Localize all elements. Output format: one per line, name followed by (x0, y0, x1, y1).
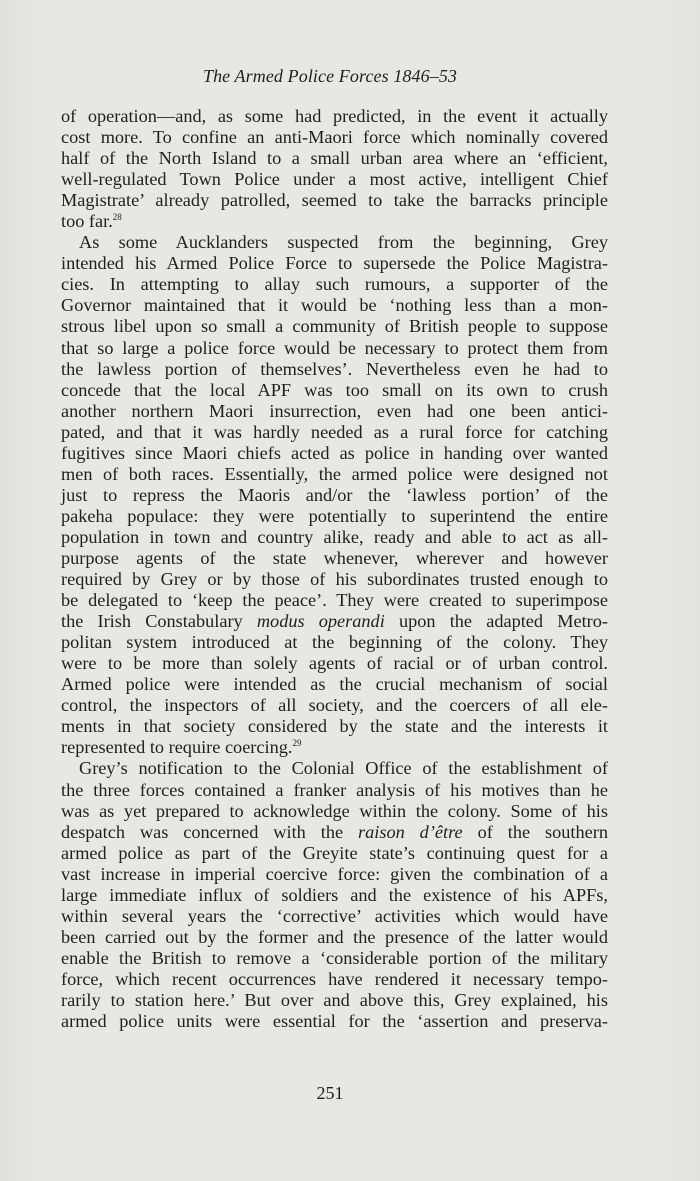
text-line: within several years the ‘corrective’ activities which would have (61, 905, 608, 926)
text-line: enable the British to remove a ‘considerable portion of the military (61, 947, 608, 968)
text-line: that so large a police force would be necessary to protect them from (61, 337, 608, 358)
text-line: just to repress the Maoris and/or the ‘lawless portion’ of the (61, 484, 608, 505)
text-line: the three forces contained a franker analysis of his motives than he (61, 779, 608, 800)
footnote-marker: 28 (112, 212, 122, 223)
text-line: As some Aucklanders suspected from the beginning, Grey (79, 232, 608, 253)
text-line: concede that the local APF was too small on its own to crush (61, 379, 608, 400)
text-line: cies. In attempting to allay such rumours, a supporter of the (61, 274, 608, 295)
text-line: of operation—and, as some had predicted, in the event it actually (61, 106, 608, 126)
text-line: Governor maintained that it would be ‘nothing less than a mon- (61, 295, 608, 316)
text-line: been carried out by the former and the presence of the latter would (61, 926, 608, 947)
text-line: ments in that society considered by the state and the interests it (61, 716, 608, 737)
text-line: pated, and that it was hardly needed as a rural force for catching (61, 421, 608, 442)
text-line: strous libel upon so small a community of British people to suppose (61, 316, 608, 337)
text-line: pakeha populace: they were potentially to superintend the entire (61, 505, 608, 526)
text-line: force, which recent occurrences have rendered it necessary tempo- (61, 968, 608, 989)
text-line: well-regulated Town Police under a most active, intelligent Chief (61, 169, 608, 190)
text-line: rarily to station here.’ But over and above this, Grey explained, his (61, 989, 608, 1010)
body-text (61, 106, 608, 1032)
text-line: population in town and country alike, ready and able to act as all- (61, 526, 608, 547)
footnote-marker: 29 (292, 738, 302, 749)
text-line: despatch was concerned with the raison d’être of the southern (61, 821, 608, 842)
running-head: The Armed Police Forces 1846–53 (202, 66, 458, 86)
text-line: required by Grey or by those of his subordinates trusted enough to (61, 569, 608, 590)
paragraph (61, 758, 608, 1032)
text-line: armed police units were essential for the ‘assertion and preserva- (61, 1011, 608, 1032)
text-line: the Irish Constabulary modus operandi upon the adapted Metro- (61, 611, 608, 632)
text-line: half of the North Island to a small urban area where an ‘efficient, (61, 148, 608, 169)
text-line: Armed police were intended as the crucial mechanism of social (61, 674, 608, 695)
text-line: armed police as part of the Greyite state’s continuing quest for a (61, 842, 608, 863)
text-line: control, the inspectors of all society, and the coercers of all ele- (61, 695, 608, 716)
text-line: Magistrate’ already patrolled, seemed to take the barracks principle (61, 190, 608, 211)
italic-phrase: modus operandi (256, 611, 385, 632)
text-line: vast increase in imperial coercive force: given the combination of a (61, 863, 608, 884)
text-line: politan system introduced at the beginning of the colony. They (61, 632, 608, 653)
text-line: be delegated to ‘keep the peace’. They were created to superimpose (61, 590, 608, 611)
text-line: the lawless portion of themselves’. Nevertheless even he had to (61, 358, 608, 379)
paragraph (61, 232, 608, 758)
italic-phrase: raison d’être (358, 821, 463, 842)
page-number: 251 (316, 1083, 344, 1103)
text-line: too far.$^{28}$ (61, 211, 122, 232)
paragraph (61, 106, 608, 232)
text-line: cost more. To confine an anti-Maori force which nominally covered (61, 127, 608, 148)
text-line: men of both races. Essentially, the armed police were designed not (61, 463, 608, 484)
text-line: fugitives since Maori chiefs acted as police in handing over wanted (61, 442, 608, 463)
text-line: represented to require coercing.$^{29}$ (61, 737, 302, 758)
text-line: another northern Maori insurrection, even had one been antici- (61, 400, 608, 421)
text-line: purpose agents of the state whenever, wherever and however (61, 547, 608, 568)
text-line: were to be more than solely agents of racial or of urban control. (61, 653, 608, 674)
text-line: large immediate influx of soldiers and the existence of his APFs, (61, 884, 608, 905)
text-line: intended his Armed Police Force to supersede the Police Magistra- (61, 253, 608, 274)
text-line: was as yet prepared to acknowledge within the colony. Some of his (61, 800, 608, 821)
text-line: Grey’s notification to the Colonial Office of the establishment of (79, 758, 608, 779)
